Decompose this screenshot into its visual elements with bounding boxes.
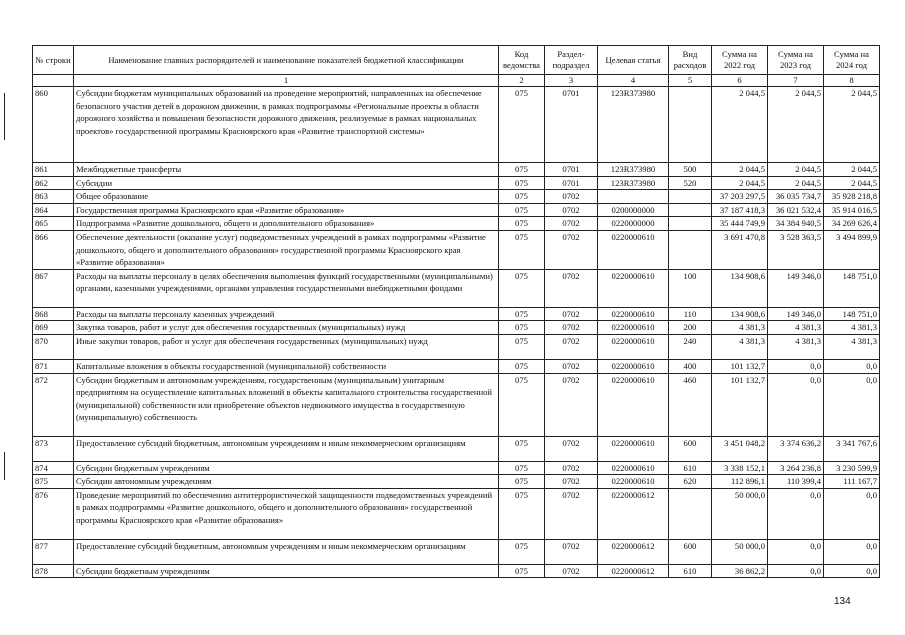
row-target-article: 0220000610 (598, 359, 669, 373)
row-expense-type (669, 217, 712, 231)
row-sum-2022: 2 044,5 (712, 87, 768, 163)
column-number: 6 (712, 75, 768, 87)
row-section: 0702 (545, 359, 598, 373)
row-expense-type: 100 (669, 269, 712, 307)
row-sum-2022: 134 908,6 (712, 269, 768, 307)
row-sum-2023: 0,0 (768, 488, 824, 539)
row-sum-2023: 3 528 363,5 (768, 230, 824, 269)
row-expense-type: 460 (669, 373, 712, 436)
row-target-article: 0220000610 (598, 307, 669, 321)
row-number: 874 (33, 461, 74, 475)
table-row (33, 230, 880, 269)
row-sum-2024: 148 751,0 (824, 307, 880, 321)
row-department-code: 075 (499, 163, 545, 177)
row-name: Иные закупки товаров, работ и услуг для обеспечения государственных (муниципальных) нужд (74, 334, 499, 359)
row-sum-2024: 2 044,5 (824, 163, 880, 177)
row-target-article: 0200000000 (598, 203, 669, 217)
row-number: 871 (33, 359, 74, 373)
column-number (33, 75, 74, 87)
row-name: Закупка товаров, работ и услуг для обеспечения государственных (муниципальных) нужд (74, 321, 499, 335)
row-department-code: 075 (499, 564, 545, 578)
table-row (33, 461, 880, 475)
row-section: 0702 (545, 488, 598, 539)
row-department-code: 075 (499, 334, 545, 359)
row-department-code: 075 (499, 87, 545, 163)
row-sum-2024: 0,0 (824, 564, 880, 578)
row-expense-type: 240 (669, 334, 712, 359)
row-section: 0702 (545, 436, 598, 461)
row-sum-2023: 0,0 (768, 373, 824, 436)
table-row (33, 163, 880, 177)
row-sum-2023: 149 346,0 (768, 269, 824, 307)
row-target-article: 0220000610 (598, 230, 669, 269)
row-name: Государственная программа Красноярского края «Развитие образования» (74, 203, 499, 217)
row-sum-2023: 3 264 236,8 (768, 461, 824, 475)
row-sum-2022: 101 132,7 (712, 373, 768, 436)
row-sum-2022: 3 691 470,8 (712, 230, 768, 269)
budget-table (32, 45, 880, 578)
row-target-article: 0220000610 (598, 436, 669, 461)
row-department-code: 075 (499, 217, 545, 231)
header-expense-type: Вид расходов (669, 46, 712, 75)
row-number: 861 (33, 163, 74, 177)
row-number: 863 (33, 190, 74, 204)
row-section: 0702 (545, 564, 598, 578)
row-sum-2022: 112 896,1 (712, 475, 768, 489)
row-expense-type: 600 (669, 436, 712, 461)
row-expense-type: 610 (669, 461, 712, 475)
column-number: 2 (499, 75, 545, 87)
row-section: 0701 (545, 87, 598, 163)
row-number: 876 (33, 488, 74, 539)
column-number: 8 (824, 75, 880, 87)
table-row (33, 436, 880, 461)
row-name: Субсидии бюджетным учреждениям (74, 461, 499, 475)
row-number: 864 (33, 203, 74, 217)
row-section: 0702 (545, 190, 598, 204)
row-sum-2024: 35 928 218,8 (824, 190, 880, 204)
row-expense-type: 610 (669, 564, 712, 578)
row-expense-type (669, 87, 712, 163)
row-expense-type: 200 (669, 321, 712, 335)
table-row (33, 475, 880, 489)
left-margin-mark (4, 452, 5, 480)
table-row (33, 269, 880, 307)
row-department-code: 075 (499, 436, 545, 461)
row-number: 869 (33, 321, 74, 335)
row-expense-type: 600 (669, 539, 712, 564)
row-sum-2024: 0,0 (824, 539, 880, 564)
row-section: 0702 (545, 321, 598, 335)
row-sum-2022: 4 381,3 (712, 321, 768, 335)
row-name: Обеспечение деятельности (оказание услуг) подведомственных учреждений в рамках подпрограммы «Развитие дошкольного, общего и дополнительного образования» государственной программы Красноярского края «Развитие образования» (74, 230, 499, 269)
row-section: 0702 (545, 461, 598, 475)
row-sum-2022: 37 187 418,3 (712, 203, 768, 217)
row-sum-2023: 36 035 734,7 (768, 190, 824, 204)
row-section: 0702 (545, 203, 598, 217)
row-sum-2024: 0,0 (824, 488, 880, 539)
row-section: 0702 (545, 334, 598, 359)
row-target-article: 0220000612 (598, 539, 669, 564)
row-number: 860 (33, 87, 74, 163)
row-department-code: 075 (499, 321, 545, 335)
row-section: 0702 (545, 307, 598, 321)
row-department-code: 075 (499, 307, 545, 321)
header-section: Раздел-подраздел (545, 46, 598, 75)
row-target-article: 0220000610 (598, 475, 669, 489)
row-target-article: 0220000610 (598, 334, 669, 359)
row-department-code: 075 (499, 203, 545, 217)
row-target-article: 123R373980 (598, 87, 669, 163)
row-sum-2023: 2 044,5 (768, 176, 824, 190)
column-number: 5 (669, 75, 712, 87)
row-sum-2024: 2 044,5 (824, 87, 880, 163)
row-name: Проведение мероприятий по обеспечению антитеррористической защищенности подведомственных учреждений в рамках подпрограммы «Развитие дошкольного, общего и дополнительного образования» государственной программы Красноярского края «Развитие образования» (74, 488, 499, 539)
row-sum-2024: 3 494 899,9 (824, 230, 880, 269)
row-department-code: 075 (499, 475, 545, 489)
row-name: Капитальные вложения в объекты государственной (муниципальной) собственности (74, 359, 499, 373)
row-number: 865 (33, 217, 74, 231)
row-sum-2024: 0,0 (824, 359, 880, 373)
table-row (33, 539, 880, 564)
row-sum-2023: 34 384 940,5 (768, 217, 824, 231)
row-expense-type: 400 (669, 359, 712, 373)
row-name: Общее образование (74, 190, 499, 204)
row-section: 0701 (545, 176, 598, 190)
left-margin-mark (4, 93, 5, 140)
row-department-code: 075 (499, 269, 545, 307)
row-sum-2022: 3 451 048,2 (712, 436, 768, 461)
row-section: 0702 (545, 539, 598, 564)
row-sum-2023: 4 381,3 (768, 321, 824, 335)
row-section: 0702 (545, 373, 598, 436)
row-department-code: 075 (499, 359, 545, 373)
row-expense-type (669, 488, 712, 539)
row-department-code: 075 (499, 539, 545, 564)
row-expense-type (669, 190, 712, 204)
row-name: Межбюджетные трансферты (74, 163, 499, 177)
row-expense-type (669, 203, 712, 217)
row-department-code: 075 (499, 230, 545, 269)
row-target-article (598, 190, 669, 204)
row-department-code: 075 (499, 190, 545, 204)
row-target-article: 123R373980 (598, 176, 669, 190)
row-expense-type (669, 230, 712, 269)
row-name: Предоставление субсидий бюджетным, автономным учреждениям и иным некоммерческим организациям (74, 436, 499, 461)
row-number: 868 (33, 307, 74, 321)
table-row (33, 176, 880, 190)
row-number: 873 (33, 436, 74, 461)
row-name: Субсидии автономным учреждениям (74, 475, 499, 489)
row-expense-type: 520 (669, 176, 712, 190)
row-name: Расходы на выплаты персоналу казенных учреждений (74, 307, 499, 321)
row-sum-2024: 4 381,3 (824, 321, 880, 335)
row-number: 862 (33, 176, 74, 190)
row-sum-2024: 3 230 599,9 (824, 461, 880, 475)
row-sum-2022: 50 000,0 (712, 539, 768, 564)
row-section: 0702 (545, 475, 598, 489)
row-sum-2022: 35 444 749,9 (712, 217, 768, 231)
row-sum-2022: 37 203 297,5 (712, 190, 768, 204)
row-target-article: 0220000610 (598, 321, 669, 335)
row-number: 872 (33, 373, 74, 436)
row-sum-2024: 34 269 626,4 (824, 217, 880, 231)
row-name: Расходы на выплаты персоналу в целях обеспечения выполнения функций государственными (муниципальными) органами, казенными учреждениями, органами управления государственными внебюджетными фондами (74, 269, 499, 307)
row-sum-2024: 111 167,7 (824, 475, 880, 489)
table-row (33, 373, 880, 436)
header-row-number: № строки (33, 46, 74, 75)
row-sum-2023: 0,0 (768, 564, 824, 578)
row-section: 0701 (545, 163, 598, 177)
row-department-code: 075 (499, 461, 545, 475)
table-row (33, 321, 880, 335)
row-name: Предоставление субсидий бюджетным, автономным учреждениям и иным некоммерческим организациям (74, 539, 499, 564)
row-sum-2024: 2 044,5 (824, 176, 880, 190)
row-number: 866 (33, 230, 74, 269)
row-sum-2024: 35 914 016,5 (824, 203, 880, 217)
column-number: 7 (768, 75, 824, 87)
row-sum-2023: 2 044,5 (768, 87, 824, 163)
table-row (33, 334, 880, 359)
page-number: 134 (834, 596, 851, 607)
row-section: 0702 (545, 230, 598, 269)
row-expense-type: 620 (669, 475, 712, 489)
row-sum-2023: 3 374 636,2 (768, 436, 824, 461)
row-name: Субсидии бюджетам муниципальных образований на проведение мероприятий, направленных на обеспечение безопасного участия детей в дорожном движении, в рамках подпрограммы «Региональные проекты в области дорожного хозяйства и повышения безопасности дорожного движения, реализуемые в рамках национальных проектов» государственной программы Красноярского края «Развитие транспортной системы» (74, 87, 499, 163)
table-row (33, 488, 880, 539)
table-row (33, 307, 880, 321)
row-department-code: 075 (499, 373, 545, 436)
row-sum-2024: 3 341 767,6 (824, 436, 880, 461)
row-target-article: 0220000000 (598, 217, 669, 231)
row-sum-2022: 36 862,2 (712, 564, 768, 578)
column-number: 4 (598, 75, 669, 87)
row-sum-2023: 2 044,5 (768, 163, 824, 177)
row-sum-2022: 2 044,5 (712, 176, 768, 190)
table-row (33, 190, 880, 204)
header-name: Наименование главных распорядителей и наименование показателей бюджетной классификации (74, 46, 499, 75)
row-number: 875 (33, 475, 74, 489)
table-row (33, 564, 880, 578)
row-sum-2022: 101 132,7 (712, 359, 768, 373)
row-name: Субсидии (74, 176, 499, 190)
header-sum-2023: Сумма на 2023 год (768, 46, 824, 75)
header-sum-2024: Сумма на 2024 год (824, 46, 880, 75)
table-header-row (33, 46, 880, 75)
row-sum-2022: 4 381,3 (712, 334, 768, 359)
row-sum-2022: 2 044,5 (712, 163, 768, 177)
header-target-article: Целевая статья (598, 46, 669, 75)
row-sum-2024: 148 751,0 (824, 269, 880, 307)
row-target-article: 0220000610 (598, 461, 669, 475)
table-row (33, 217, 880, 231)
row-sum-2022: 3 338 152,1 (712, 461, 768, 475)
row-sum-2023: 4 381,3 (768, 334, 824, 359)
column-number: 3 (545, 75, 598, 87)
table-row (33, 87, 880, 163)
row-department-code: 075 (499, 176, 545, 190)
row-sum-2022: 50 000,0 (712, 488, 768, 539)
row-sum-2024: 0,0 (824, 373, 880, 436)
column-number: 1 (74, 75, 499, 87)
row-target-article: 0220000610 (598, 373, 669, 436)
row-number: 877 (33, 539, 74, 564)
row-name: Подпрограмма «Развитие дошкольного, общего и дополнительного образования» (74, 217, 499, 231)
row-section: 0702 (545, 217, 598, 231)
row-target-article: 0220000612 (598, 564, 669, 578)
table-row (33, 359, 880, 373)
row-number: 870 (33, 334, 74, 359)
row-sum-2023: 0,0 (768, 359, 824, 373)
row-expense-type: 110 (669, 307, 712, 321)
row-number: 867 (33, 269, 74, 307)
row-sum-2022: 134 908,6 (712, 307, 768, 321)
row-sum-2023: 149 346,0 (768, 307, 824, 321)
row-sum-2023: 110 399,4 (768, 475, 824, 489)
row-sum-2024: 4 381,3 (824, 334, 880, 359)
row-target-article: 123R373980 (598, 163, 669, 177)
row-name: Субсидии бюджетным учреждениям (74, 564, 499, 578)
row-name: Субсидии бюджетным и автономным учреждениям, государственным (муниципальным) унитарным предприятиям на осуществление капитальных вложений в объекты капитального строительства государственной (муниципальной) собственности или приобретение объектов недвижимого имущества в государственную (муниципальную) собственность (74, 373, 499, 436)
header-sum-2022: Сумма на 2022 год (712, 46, 768, 75)
row-sum-2023: 36 021 532,4 (768, 203, 824, 217)
row-target-article: 0220000612 (598, 488, 669, 539)
column-number-row (33, 75, 880, 87)
table-row (33, 203, 880, 217)
row-department-code: 075 (499, 488, 545, 539)
row-expense-type: 500 (669, 163, 712, 177)
row-section: 0702 (545, 269, 598, 307)
row-number: 878 (33, 564, 74, 578)
header-department-code: Код ведомства (499, 46, 545, 75)
row-sum-2023: 0,0 (768, 539, 824, 564)
row-target-article: 0220000610 (598, 269, 669, 307)
